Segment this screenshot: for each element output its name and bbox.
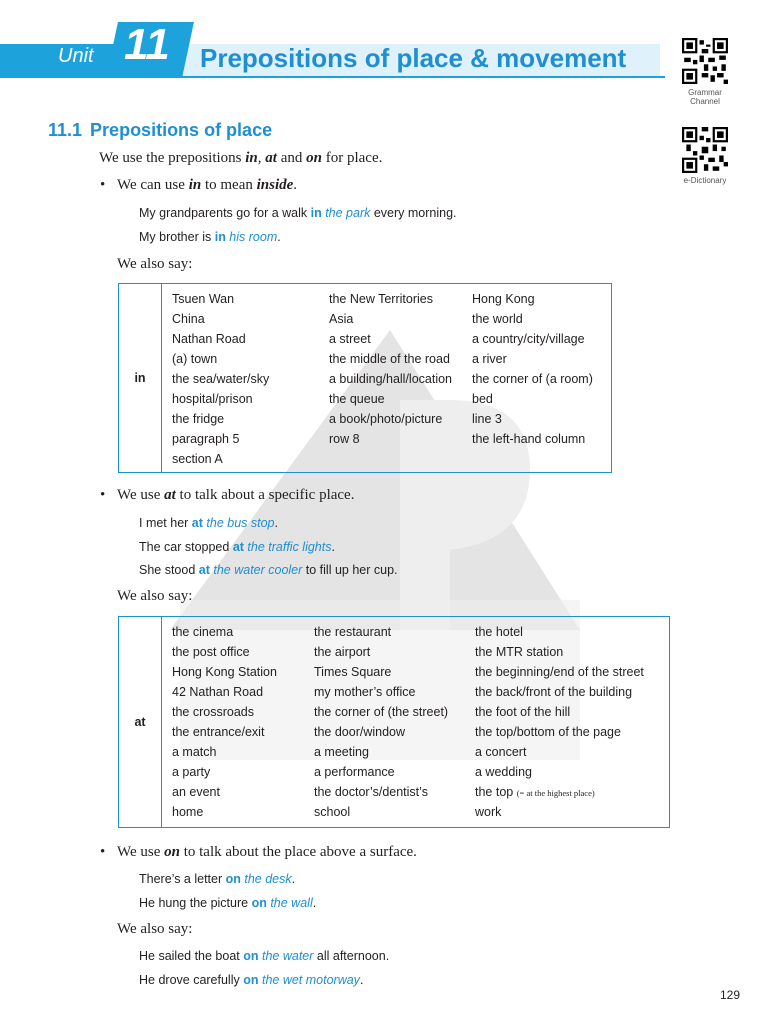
table-cell: a performance — [314, 765, 395, 779]
table-cell: the New Territories — [329, 292, 433, 306]
table-cell: a meeting — [314, 745, 369, 759]
intro-at: at — [265, 150, 277, 166]
example-phrase: the water — [258, 949, 314, 963]
table-cell: my mother’s office — [314, 685, 416, 699]
example-phrase: his room — [225, 230, 278, 244]
example-sentence — [139, 949, 389, 963]
in-bullet-text — [117, 177, 297, 194]
in-phrases-table — [118, 283, 612, 473]
section-number: 11.1 — [48, 120, 83, 140]
bullet-keyword: at — [164, 487, 176, 503]
table-cell: 42 Nathan Road — [172, 685, 264, 699]
example-preposition: on — [243, 973, 259, 987]
example-text: The car stopped — [139, 540, 233, 554]
example-text: She stood — [139, 563, 199, 577]
table-cell: the entrance/exit — [172, 725, 265, 739]
table-cell: a country/city/village — [472, 332, 585, 346]
example-phrase: the wet motorway — [258, 973, 360, 987]
intro-text: We use the prepositions — [99, 150, 246, 166]
bullet-text: We can use — [117, 177, 189, 193]
table-cell: Hong Kong Station — [172, 665, 277, 679]
bullet-keyword: inside — [256, 177, 294, 193]
also-say-label: We also say: — [117, 588, 193, 604]
table-cell: the post office — [172, 645, 250, 659]
example-sentence — [139, 973, 363, 987]
table-cell: China — [172, 312, 205, 326]
table-cell: the cinema — [172, 625, 234, 639]
grammar-channel-label — [670, 88, 740, 106]
table-cell: bed — [472, 392, 493, 406]
also-say-label: We also say: — [117, 256, 193, 272]
example-text: He drove carefully — [139, 973, 244, 987]
example-phrase: the park — [321, 206, 371, 220]
example-sentence — [139, 896, 316, 910]
table-column-3 — [472, 289, 593, 449]
table-column-1 — [172, 289, 269, 469]
example-text: There’s a letter — [139, 872, 226, 886]
table-cell: the middle of the road — [329, 352, 450, 366]
section-title: Prepositions of place — [90, 120, 273, 140]
example-text: My grandparents go for a walk — [139, 206, 311, 220]
example-text: . — [277, 230, 281, 244]
table-cell: a book/photo/picture — [329, 412, 443, 426]
table-label-at: at — [119, 617, 162, 827]
page-number: 129 — [720, 988, 741, 1002]
table-cell: the fridge — [172, 412, 225, 426]
table-cell: a building/hall/location — [329, 372, 453, 386]
example-text: . — [359, 973, 364, 987]
table-cell: a wedding — [475, 765, 532, 779]
top-note: (= at the highest place) — [516, 788, 595, 798]
table-cell: the corner of (a room) — [472, 372, 593, 386]
example-preposition: on — [243, 949, 259, 963]
table-cell — [475, 782, 644, 802]
header-underline — [175, 76, 665, 78]
table-cell: the doctor’s/dentist’s — [314, 785, 428, 799]
example-phrase: the wall — [266, 896, 313, 910]
grammar-channel-qr-icon[interactable] — [682, 38, 728, 84]
table-cell: a match — [172, 745, 217, 759]
table-cell: the left-hand column — [472, 432, 586, 446]
table-cell: the MTR station — [475, 645, 564, 659]
table-column-1 — [172, 622, 277, 822]
bullet-text: to talk about the place above a surface. — [179, 844, 417, 860]
e-dictionary-qr-icon[interactable] — [682, 127, 728, 173]
example-sentence — [139, 230, 281, 244]
example-preposition: at — [198, 563, 210, 577]
table-cell: (a) town — [172, 352, 218, 366]
table-cell: Asia — [329, 312, 354, 326]
table-cell: the queue — [329, 392, 385, 406]
intro-text: and — [276, 150, 307, 166]
table-cell: hospital/prison — [172, 392, 253, 406]
example-text: He sailed the boat — [139, 949, 244, 963]
bullet-dot: • — [100, 177, 106, 193]
example-sentence — [139, 516, 278, 530]
example-preposition: on — [251, 896, 267, 910]
example-phrase: the traffic lights — [243, 540, 332, 554]
example-sentence — [139, 206, 457, 220]
table-cell: the door/window — [314, 725, 406, 739]
example-text: all afternoon. — [313, 949, 390, 963]
table-cell: the hotel — [475, 625, 523, 639]
also-say-label: We also say: — [117, 921, 193, 937]
table-column-2 — [314, 622, 448, 822]
example-text: He hung the picture — [139, 896, 252, 910]
table-cell: Nathan Road — [172, 332, 246, 346]
table-cell: Tsuen Wan — [172, 292, 235, 306]
bullet-text: . — [293, 177, 298, 193]
example-phrase: the water cooler — [209, 563, 303, 577]
example-text: . — [291, 872, 296, 886]
bullet-keyword: in — [188, 177, 202, 193]
example-preposition: in — [214, 230, 226, 244]
table-cell: a street — [329, 332, 371, 346]
example-text: . — [274, 516, 278, 530]
table-cell: Hong Kong — [472, 292, 535, 306]
qr-label-line: Grammar — [688, 88, 722, 97]
table-cell: row 8 — [329, 432, 360, 446]
unit-title: Prepositions of place & movement — [200, 43, 627, 73]
example-sentence — [139, 563, 398, 577]
bullet-text: We use — [117, 844, 165, 860]
table-cell: the top/bottom of the page — [475, 725, 621, 739]
table-cell: the sea/water/sky — [172, 372, 270, 386]
bullet-text: We use — [117, 487, 165, 503]
bullet-dot: • — [100, 487, 106, 503]
table-cell: the foot of the hill — [475, 705, 571, 719]
table-cell: home — [172, 805, 204, 819]
example-preposition: on — [225, 872, 241, 886]
example-preposition: at — [191, 516, 203, 530]
table-cell: line 3 — [472, 412, 502, 426]
example-text: every morning. — [370, 206, 457, 220]
intro-on: on — [306, 150, 322, 166]
table-cell: the beginning/end of the street — [475, 665, 644, 679]
table-cell: paragraph 5 — [172, 432, 240, 446]
table-cell: the restaurant — [314, 625, 392, 639]
table-cell: a river — [472, 352, 507, 366]
table-cell: a party — [172, 765, 211, 779]
table-column-3 — [475, 622, 644, 822]
table-cell: a concert — [475, 745, 527, 759]
table-label-in: in — [119, 284, 162, 472]
table-cell: work — [475, 805, 502, 819]
example-preposition: at — [232, 540, 244, 554]
example-phrase: the bus stop — [202, 516, 275, 530]
bullet-dot: • — [100, 844, 106, 860]
intro-text: , — [257, 150, 266, 166]
example-text: . — [312, 896, 317, 910]
on-bullet-text — [117, 844, 417, 861]
intro-in: in — [245, 150, 258, 166]
table-cell: school — [314, 805, 351, 819]
table-cell: section A — [172, 452, 223, 466]
example-phrase: the desk — [240, 872, 292, 886]
unit-number: 11 — [124, 20, 170, 69]
table-column-2 — [329, 289, 452, 449]
bullet-keyword: on — [164, 844, 180, 860]
at-bullet-text — [117, 487, 354, 504]
unit-word: Unit — [58, 45, 94, 67]
table-cell: the back/front of the building — [475, 685, 633, 699]
example-text: to fill up her cup. — [302, 563, 398, 577]
example-preposition: in — [310, 206, 322, 220]
section-intro — [99, 150, 382, 167]
intro-text: for place. — [321, 150, 383, 166]
table-cell: the corner of (the street) — [314, 705, 449, 719]
table-cell: the airport — [314, 645, 371, 659]
e-dictionary-label: e-Dictionary — [683, 176, 727, 185]
bullet-text: to talk about a specific place. — [175, 487, 355, 503]
table-cell: the crossroads — [172, 705, 254, 719]
table-cell: Times Square — [314, 665, 392, 679]
example-sentence — [139, 540, 335, 554]
example-text: I met her — [139, 516, 192, 530]
example-text: My brother is — [139, 230, 215, 244]
bullet-text: to mean — [201, 177, 257, 193]
section-heading — [48, 120, 272, 141]
example-text: . — [331, 540, 335, 554]
table-cell: the world — [472, 312, 523, 326]
table-cell: an event — [172, 785, 220, 799]
table-cell-text: the top — [475, 785, 514, 799]
qr-label-line: Channel — [690, 97, 720, 106]
at-phrases-table — [118, 616, 670, 828]
example-sentence — [139, 872, 295, 886]
